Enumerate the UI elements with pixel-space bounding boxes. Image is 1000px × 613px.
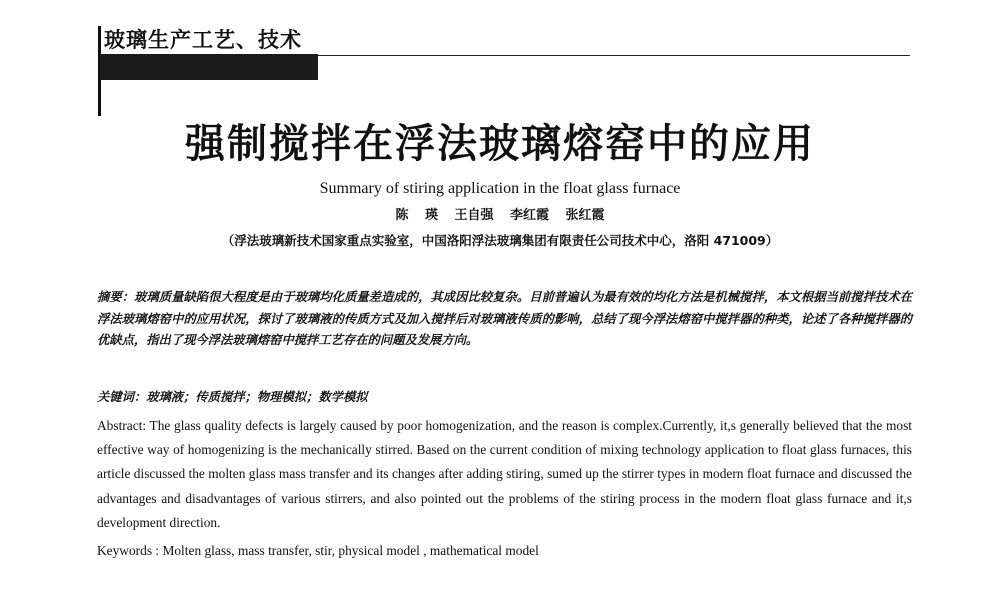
abstract-english: Abstract: The glass quality defects is largely caused by poor homogenization, and the reason is complex.Currently, it,s generally believed that the most effective way of homogenizing is the mechanically stirred. Based on the current condition of mixing technology application to float glass furnaces, this article discussed the molten glass mass transfer and its changes after adding stiring, sumed up the stirrer types in modern float furnace and discussed the advantages and disadvantages of various stirrers, and also pointed out the problems of the stiring process in the modern float glass furnace and it,s development direction. — [97, 418, 912, 530]
header-horizontal-rule — [318, 55, 910, 56]
paper-authors: 陈 瑛 王自强 李红霞 张红霞 — [395, 208, 605, 223]
abstract-chinese: 摘要：玻璃质量缺陷很大程度是由于玻璃均化质量差造成的，其成因比较复杂。目前普遍认为最有效的均化方法是机械搅拌，本文根据当前搅拌技术在浮法玻璃熔窑中的应用状况，探讨了玻璃液的传质方式及加入搅拌后对玻璃液传质的影响，总结了现今浮法熔窑中搅拌器的种类，论述了各种搅拌器的优缺点，指出了现今浮法玻璃熔窑中搅拌工艺存在的问题及发展方向。 — [97, 289, 912, 347]
keywords-english: Keywords : Molten glass, mass transfer, stir, physical model , mathematical model — [97, 543, 539, 558]
keywords-chinese: 关键词：玻璃液；传质搅拌；物理模拟；数学模拟 — [97, 389, 368, 404]
paper-affiliation: （浮法玻璃新技术国家重点实验室，中国洛阳浮法玻璃集团有限责任公司技术中心，洛阳 471009） — [221, 233, 779, 248]
section-label: 玻璃生产工艺、技术 — [104, 28, 302, 52]
paper-subtitle-english: Summary of stiring application in the float glass furnace — [319, 180, 681, 197]
paper-title: 强制搅拌在浮法玻璃熔窑中的应用 — [185, 121, 815, 167]
section-label-bar — [100, 54, 318, 80]
